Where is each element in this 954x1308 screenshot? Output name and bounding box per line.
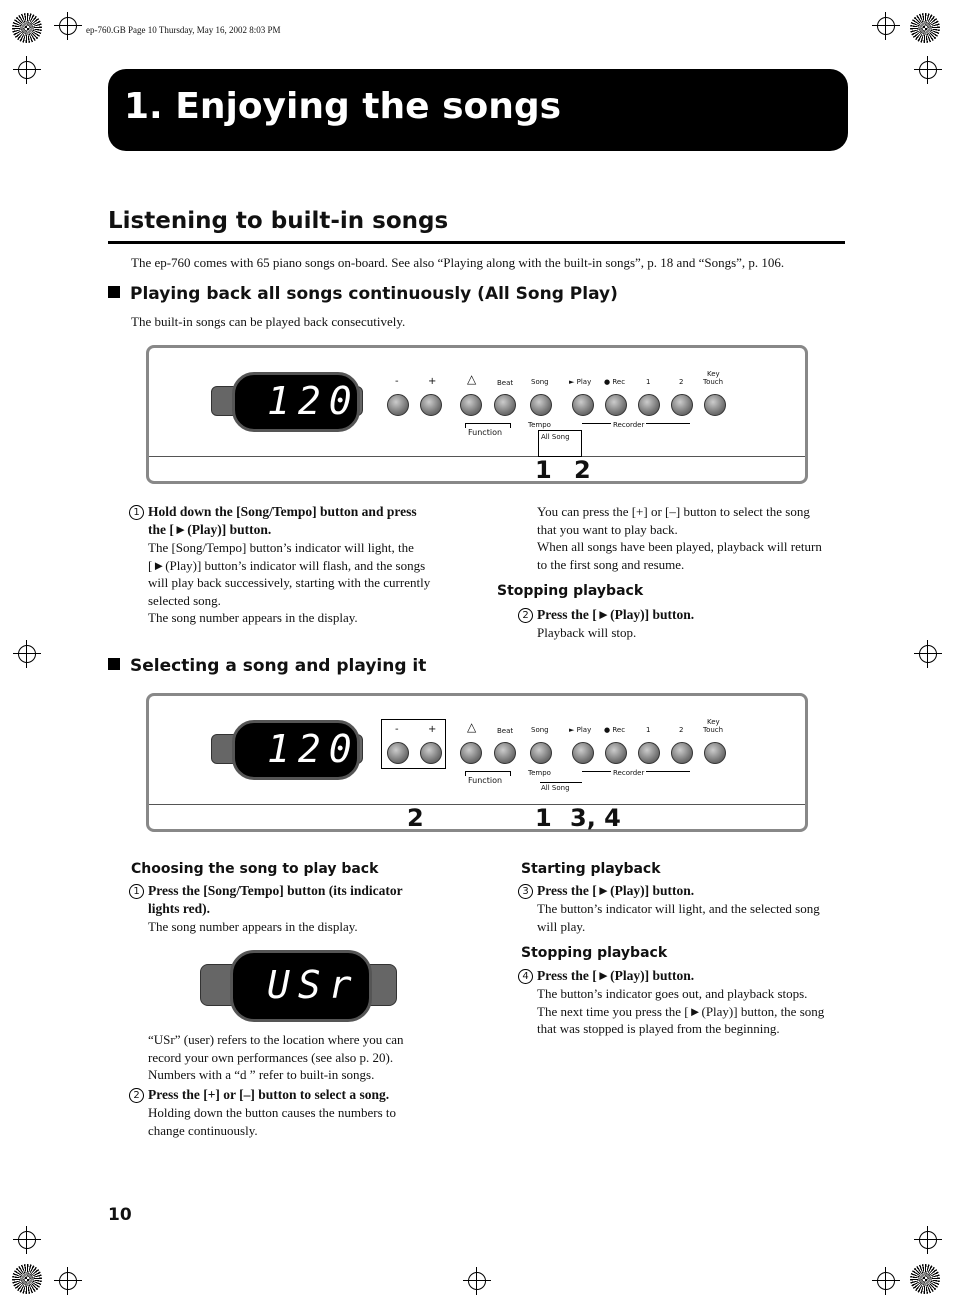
usr-note-line: “USr” (user) refers to the location where you can (148, 1032, 404, 1047)
crop-burst-mark (910, 1264, 940, 1294)
key-touch-button[interactable] (704, 742, 726, 764)
sel-step1-body: The song number appears in the display. (148, 919, 358, 934)
step2-title: Press the [►(Play)] button. (537, 607, 695, 622)
selecting-heading-text: Selecting a song and playing it (130, 656, 427, 676)
callout-3-4: 3, 4 (570, 804, 621, 832)
sel-step4-body-line: The button’s indicator goes out, and playback stops. (537, 986, 808, 1001)
beat-label: Beat (497, 727, 514, 735)
track2-label: 2 (679, 378, 684, 386)
control-panel-diagram-2 (146, 693, 808, 832)
control-panel-diagram-1 (146, 345, 808, 484)
rec-label: ● Rec (604, 378, 626, 386)
step1-title-b: the [►(Play)] button. (148, 522, 272, 537)
recorder-label: Recorder (613, 769, 645, 777)
usr-note-line: record your own performances (see also p. 20). (148, 1049, 394, 1065)
stopping-heading-1: Stopping playback (497, 583, 644, 599)
usr-display-lcd (230, 950, 372, 1022)
callout-1: 1 (535, 804, 552, 832)
step1-body-line: will play back successively, starting with the currently (148, 575, 431, 590)
sel-step2-body-line: change continuously. (148, 1122, 258, 1138)
key-label: Key (707, 718, 720, 726)
tempo-label: Tempo (528, 769, 551, 777)
sel-step3-title: Press the [►(Play)] button. (537, 883, 695, 898)
stopping-heading-2: Stopping playback (521, 945, 668, 961)
rec-label: ● Rec (604, 726, 626, 734)
sel-step2-body-line: Holding down the button causes the numbers to (148, 1105, 397, 1120)
step-number-badge: 3 (518, 884, 533, 899)
function-label: Function (468, 428, 503, 437)
play-button[interactable] (572, 742, 594, 764)
track1-label: 1 (646, 726, 651, 734)
right-note-line: that you want to play back. (537, 521, 678, 537)
sel-step3-body-line: The button’s indicator will light, and the selected song (537, 901, 820, 916)
sel-step2-title: Press the [+] or [–] button to select a song. (148, 1087, 390, 1102)
step1-body-line: selected song. (148, 592, 221, 608)
registration-mark (877, 1272, 895, 1290)
track2-label: 2 (679, 726, 684, 734)
right-note-line: When all songs have been played, playback will return (537, 539, 822, 554)
callout-2: 2 (407, 804, 424, 832)
all-song-line (540, 782, 582, 783)
metronome-icon: △ (467, 720, 477, 734)
rec-button[interactable] (605, 742, 627, 764)
panel-divider (149, 804, 805, 805)
section-rule (108, 241, 845, 244)
sel-step4-title: Press the [►(Play)] button. (537, 968, 695, 983)
rec-button[interactable] (605, 394, 627, 416)
display-value: 120 (267, 727, 360, 771)
step1-block (133, 503, 478, 627)
track1-button[interactable] (638, 394, 660, 416)
tempo-label: Tempo (528, 421, 551, 429)
chapter-title: 1. Enjoying the songs (124, 86, 562, 127)
sel-step4-block (522, 967, 857, 1038)
metronome-button[interactable] (460, 742, 482, 764)
starting-heading: Starting playback (521, 861, 661, 877)
step-number-badge: 1 (129, 505, 144, 520)
minus-label: - (395, 376, 399, 387)
square-bullet-icon (108, 286, 120, 298)
intro-text: The ep-760 comes with 65 piano songs on-board. See also “Playing along with the built-in songs”, p. 18 and “Songs”, p. 106. (131, 255, 785, 270)
song-tempo-button[interactable] (530, 742, 552, 764)
section-title: Listening to built-in songs (108, 208, 449, 234)
sel-step1-title-a: Press the [Song/Tempo] button (its indicator (148, 883, 403, 898)
registration-mark (919, 61, 937, 79)
all-song-play-heading (108, 284, 618, 304)
plus-label: + (428, 376, 437, 387)
step1-body-line: The [Song/Tempo] button’s indicator will light, the (148, 540, 414, 555)
all-song-play-lead: The built-in songs can be played back consecutively. (131, 314, 406, 329)
plus-label: + (428, 724, 437, 735)
beat-button[interactable] (494, 394, 516, 416)
step2-body: Playback will stop. (537, 625, 637, 640)
play-label: ► Play (569, 378, 592, 386)
song-label: Song (531, 726, 549, 734)
usr-note-line: Numbers with a “d ” refer to built-in songs. (148, 1067, 375, 1082)
step1-title-a: Hold down the [Song/Tempo] button and press (148, 504, 417, 519)
usr-display-value: USr (267, 963, 360, 1007)
display-lcd (232, 372, 360, 432)
registration-mark (919, 1231, 937, 1249)
metronome-icon: △ (467, 372, 477, 386)
crop-burst-mark (12, 13, 42, 43)
callout-1: 1 (535, 456, 552, 484)
all-song-play-heading-text: Playing back all songs continuously (All Song Play) (130, 284, 618, 304)
sel-step3-block (522, 882, 857, 935)
sel-step3-body-line: will play. (537, 918, 586, 934)
play-button[interactable] (572, 394, 594, 416)
key-touch-button[interactable] (704, 394, 726, 416)
registration-mark (59, 1272, 77, 1290)
usr-note-block (148, 1031, 468, 1084)
plus-button[interactable] (420, 742, 442, 764)
step1-body-line: [►(Play)] button’s indicator will flash, and the songs (148, 557, 426, 573)
song-label: Song (531, 378, 549, 386)
metronome-button[interactable] (460, 394, 482, 416)
right-note-block (537, 503, 867, 573)
sel-step4-body-line: that was stopped is played from the beginning. (537, 1021, 780, 1036)
all-song-label: All Song (541, 433, 570, 441)
registration-mark (877, 17, 895, 35)
touch-label: Touch (703, 726, 724, 734)
beat-label: Beat (497, 379, 514, 387)
right-note-line: You can press the [+] or [–] button to select the song (537, 504, 810, 519)
step-number-badge: 2 (518, 608, 533, 623)
track2-button[interactable] (671, 394, 693, 416)
minus-label: - (395, 724, 399, 735)
square-bullet-icon (108, 658, 120, 670)
sel-step1-block (133, 882, 468, 936)
step1-body-line: The song number appears in the display. (148, 610, 358, 625)
sel-step2-block (133, 1086, 468, 1139)
plus-button[interactable] (420, 394, 442, 416)
touch-label: Touch (703, 378, 724, 386)
print-header-info: ep-760.GB Page 10 Thursday, May 16, 2002 8:03 PM (86, 25, 281, 35)
step-number-badge: 2 (129, 1088, 144, 1103)
track1-button[interactable] (638, 742, 660, 764)
crop-burst-mark (910, 13, 940, 43)
step-number-badge: 1 (129, 884, 144, 899)
registration-mark (18, 1231, 36, 1249)
recorder-label: Recorder (613, 421, 645, 429)
sel-step4-body-line: The next time you press the [►(Play)] button, the song (537, 1003, 825, 1019)
panel-divider (149, 456, 805, 457)
all-song-label: All Song (541, 784, 570, 792)
minus-button[interactable] (387, 394, 409, 416)
play-label: ► Play (569, 726, 592, 734)
crop-burst-mark (12, 1264, 42, 1294)
page-number: 10 (108, 1205, 132, 1225)
registration-mark (919, 645, 937, 663)
choosing-heading: Choosing the song to play back (131, 861, 379, 877)
display-lcd (232, 720, 360, 780)
key-label: Key (707, 370, 720, 378)
function-label: Function (468, 776, 503, 785)
right-note-line: to the first song and resume. (537, 556, 685, 572)
registration-mark (18, 645, 36, 663)
selecting-heading (108, 656, 426, 676)
step-number-badge: 4 (518, 969, 533, 984)
minus-button[interactable] (387, 742, 409, 764)
step2-block (522, 606, 857, 642)
registration-mark (468, 1272, 486, 1290)
registration-mark (18, 61, 36, 79)
track2-button[interactable] (671, 742, 693, 764)
display-value: 120 (267, 379, 360, 423)
track1-label: 1 (646, 378, 651, 386)
callout-2: 2 (574, 456, 591, 484)
beat-button[interactable] (494, 742, 516, 764)
sel-step1-title-b: lights red). (148, 901, 211, 916)
song-tempo-button[interactable] (530, 394, 552, 416)
registration-mark (59, 17, 77, 35)
